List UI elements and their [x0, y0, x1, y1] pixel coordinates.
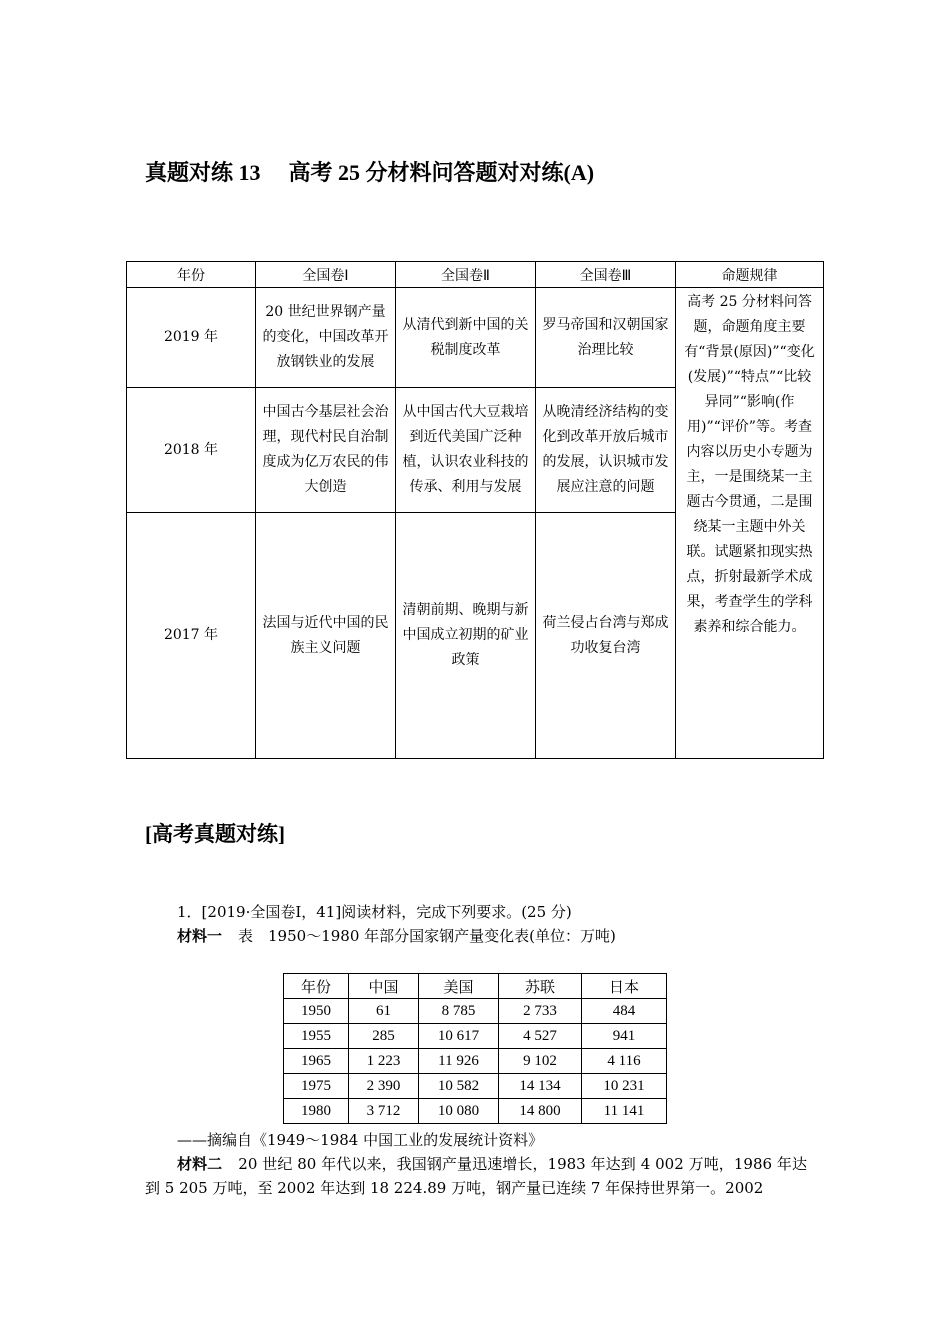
table-cell: 4 527: [499, 1024, 582, 1049]
steel-header: 苏联: [499, 974, 582, 999]
material-1-line: [177, 924, 616, 948]
table-row: [284, 1099, 667, 1124]
title-part-2: 高考 25 分材料问答题对对练(A): [288, 160, 595, 185]
material-1-text: 表 1950～1980 年部分国家钢产量变化表(单位：万吨): [238, 927, 616, 945]
table-cell: 1965: [284, 1049, 349, 1074]
steel-header: 年份: [284, 974, 349, 999]
paper-2-cell: 从中国古代大豆栽培到近代美国广泛种植，认识农业科技的传承、利用与发展: [396, 388, 536, 513]
rule-text: 高考 25 分材料问答题，命题角度主要有“背景(原因)”“变化(发展)”“特点”“比较异同”“影响(作用)”“评价”等。考查内容以历史小专题为主，一是围绕某一主题古今贯通，二是围绕某一主题中外关联。试题紧扣现实热点，折射最新学术成果，考查学生的学科素养和综合能力。: [684, 294, 815, 635]
table-cell: 285: [349, 1024, 419, 1049]
table-cell: 4 116: [582, 1049, 667, 1074]
table-cell: 9 102: [499, 1049, 582, 1074]
table-cell: 941: [582, 1024, 667, 1049]
paper-3-cell: 罗马帝国和汉朝国家治理比较: [536, 288, 676, 388]
summary-header-row: [127, 262, 824, 288]
table-cell: 484: [582, 999, 667, 1024]
table-cell: 1980: [284, 1099, 349, 1124]
table-cell: 10 617: [419, 1024, 499, 1049]
material-2-label: 材料二: [177, 1155, 223, 1173]
steel-header-row: [284, 974, 667, 999]
rule-cell: [676, 288, 824, 759]
header-paper-3: 全国卷Ⅲ: [536, 262, 676, 288]
question-1-stem: 1．[2019·全国卷Ⅰ，41]阅读材料，完成下列要求。(25 分): [177, 903, 572, 921]
table-cell: 10 080: [419, 1099, 499, 1124]
paper-1-cell: 法国与近代中国的民族主义问题: [256, 513, 396, 759]
paper-2-cell: 清朝前期、晚期与新中国成立初期的矿业政策: [396, 513, 536, 759]
table-source: ——摘编自《1949～1984 中国工业的发展统计资料》: [177, 1131, 544, 1149]
material-2-paragraph: [145, 1152, 807, 1200]
material-2-text: 20 世纪 80 年代以来，我国钢产量迅速增长，1983 年达到 4 002 万吨，1986 年达到 5 205 万吨，至 2002 年达到 18 224.89 万吨，钢产量已连续 7 年保持世界第一。2002: [145, 1155, 807, 1197]
table-row: [284, 1049, 667, 1074]
paper-3-cell: 荷兰侵占台湾与郑成功收复台湾: [536, 513, 676, 759]
table-cell: 11 141: [582, 1099, 667, 1124]
header-year: 年份: [127, 262, 256, 288]
table-cell: 11 926: [419, 1049, 499, 1074]
material-1-label: 材料一: [177, 927, 223, 945]
paper-2-cell: 从清代到新中国的关税制度改革: [396, 288, 536, 388]
year-cell: 2017 年: [127, 513, 256, 759]
steel-header: 美国: [419, 974, 499, 999]
table-cell: 14 134: [499, 1074, 582, 1099]
table-cell: 2 390: [349, 1074, 419, 1099]
table-cell: 61: [349, 999, 419, 1024]
page-title: [145, 156, 594, 187]
table-cell: 1975: [284, 1074, 349, 1099]
table-cell: 3 712: [349, 1099, 419, 1124]
title-part-1: 真题对练 13: [145, 160, 261, 185]
paper-1-cell: 20 世纪世界钢产量的变化，中国改革开放钢铁业的发展: [256, 288, 396, 388]
steel-production-table: [283, 973, 667, 1124]
paper-3-cell: 从晚清经济结构的变化到改革开放后城市的发展，认识城市发展应注意的问题: [536, 388, 676, 513]
year-cell: 2018 年: [127, 388, 256, 513]
table-cell: 10 231: [582, 1074, 667, 1099]
table-cell: 1950: [284, 999, 349, 1024]
exam-summary-table: [126, 261, 824, 759]
steel-header: 中国: [349, 974, 419, 999]
table-row: [284, 1024, 667, 1049]
table-cell: 8 785: [419, 999, 499, 1024]
table-cell: 1 223: [349, 1049, 419, 1074]
table-cell: 2 733: [499, 999, 582, 1024]
table-cell: 10 582: [419, 1074, 499, 1099]
table-row: [284, 1074, 667, 1099]
table-row: [284, 999, 667, 1024]
year-cell: 2019 年: [127, 288, 256, 388]
header-paper-1: 全国卷Ⅰ: [256, 262, 396, 288]
header-rule: 命题规律: [676, 262, 824, 288]
paper-1-cell: 中国古今基层社会治理，现代村民自治制度成为亿万农民的伟大创造: [256, 388, 396, 513]
header-paper-2: 全国卷Ⅱ: [396, 262, 536, 288]
table-cell: 14 800: [499, 1099, 582, 1124]
section-heading: [高考真题对练]: [145, 822, 285, 846]
summary-row-2019: [127, 288, 824, 388]
steel-header: 日本: [582, 974, 667, 999]
table-cell: 1955: [284, 1024, 349, 1049]
